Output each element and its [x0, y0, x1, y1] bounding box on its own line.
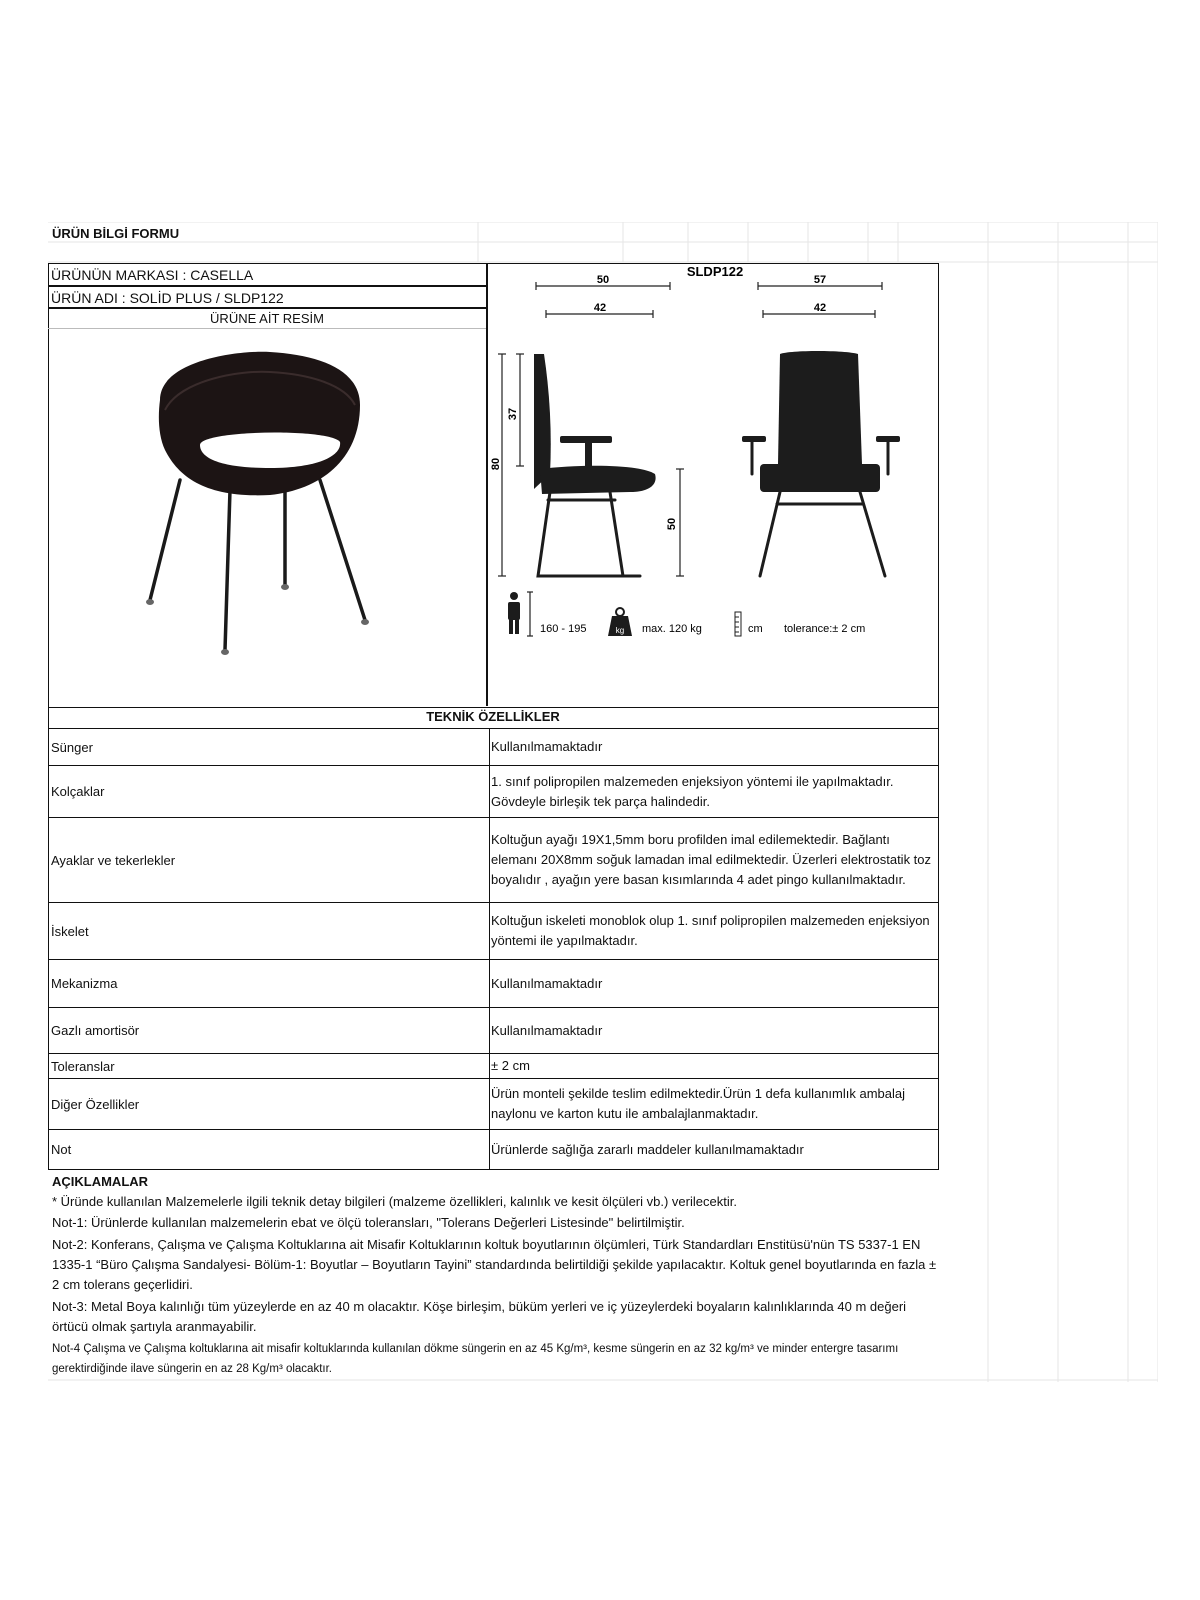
- spec-value: Kullanılmamaktadır: [491, 739, 603, 754]
- product-row-line: [48, 307, 486, 309]
- spec-value: Kullanılmamaktadır: [491, 975, 603, 991]
- spec-label: Ayaklar ve tekerlekler: [48, 818, 490, 902]
- dim-seat-height: 50: [666, 517, 678, 531]
- spec-row-mekanizma: [48, 960, 939, 1008]
- note-1: Not-1: Ürünlerde kullanılan malzemelerin ebat ve ölçü toleransları, "Tolerans Değerleri Listesinde" belirtilmiştir.: [52, 1215, 685, 1230]
- dim-back-height: 37: [507, 407, 519, 421]
- spec-label: Sünger: [48, 729, 490, 765]
- unit-label: cm: [748, 623, 763, 635]
- weight-icon: [608, 608, 632, 636]
- brand-line: ÜRÜNÜN MARKASI : CASELLA: [51, 267, 254, 283]
- max-weight: max. 120 kg: [642, 623, 702, 635]
- dim-width-inner-side: 42: [593, 302, 607, 314]
- dim-total-height: 80: [490, 457, 502, 471]
- dim-width-inner-front: 42: [813, 302, 827, 314]
- spec-label: İskelet: [48, 903, 490, 959]
- spec-row-gazli: [48, 1008, 939, 1054]
- spec-label: Toleranslar: [48, 1054, 490, 1078]
- diagram-model: SLDP122: [686, 264, 744, 279]
- caption-row-line: [48, 328, 486, 329]
- note-2: Not-2: Konferans, Çalışma ve Çalışma Koltuklarına ait Misafir Koltuklarının koltuk boyutlarının ölçümleri, Türk Standardları Enstitüsü'nün TS 5337-1 EN 1335-1 “Büro Çalışma Sandalyesi- Bölüm-1: Boyutlar – Boyutların Tayini” standardında belirtildiği şekilde yapılacaktır. Koltuk genel boyutlarında en fazla ± 2 cm tolerans geçerlidiri.: [52, 1237, 937, 1292]
- spec-value: Kullanılmamaktadır: [491, 1022, 603, 1038]
- product-photo: [120, 350, 420, 670]
- spec-row-diger: [48, 1079, 939, 1130]
- spec-label: Kolçaklar: [48, 766, 490, 817]
- form-title: ÜRÜN BİLGİ FORMU: [52, 226, 180, 241]
- spec-label: Not: [48, 1130, 490, 1169]
- image-caption: ÜRÜNE AİT RESİM: [210, 311, 324, 326]
- header-divider: [486, 263, 488, 706]
- note-3: Not-3: Metal Boya kalınlığı tüm yüzeylerde en az 40 m olacaktır. Köşe birleşim, büküm yerleri ve iç yüzeylerdeki boyaların kalınlıklarında 40 m değeri örtücü olmak şartıyla aranmayabilir.: [52, 1299, 907, 1334]
- brand-row-line: [48, 285, 486, 287]
- kg-badge: kg: [615, 626, 625, 635]
- height-range: 160 - 195: [540, 623, 587, 635]
- specs-title: TEKNİK ÖZELLİKLER: [426, 709, 560, 724]
- spec-value: Ürünlerde sağlığa zararlı maddeler kullanılmamaktadır: [491, 1141, 804, 1157]
- spec-row-sunger: [48, 729, 939, 766]
- spec-value: Koltuğun iskeleti monoblok olup 1. sınıf polipropilen malzemeden enjeksiyon yöntemi ile yapılmaktadır.: [491, 913, 930, 948]
- notes-title: AÇIKLAMALAR: [52, 1174, 149, 1189]
- spec-row-ayaklar: [48, 818, 939, 903]
- dim-width-outer-side: 50: [596, 274, 610, 286]
- spec-label: Diğer Özellikler: [48, 1079, 490, 1129]
- spec-value: Ürün monteli şekilde teslim edilmektedir.Ürün 1 defa kullanımlık ambalaj naylonu ve karton kutu ile ambalajlanmaktadır.: [491, 1086, 906, 1121]
- dim-width-outer-front: 57: [813, 274, 827, 286]
- spec-row-iskelet: [48, 903, 939, 960]
- spec-row-toleranslar: [48, 1054, 939, 1079]
- tolerance-label: tolerance:± 2 cm: [784, 623, 866, 635]
- spec-value: ± 2 cm: [491, 1058, 530, 1073]
- spec-row-kolcaklar: [48, 766, 939, 818]
- dimension-diagram: [490, 264, 936, 684]
- spec-label: Mekanizma: [48, 960, 490, 1007]
- note-star: * Üründe kullanılan Malzemelerle ilgili teknik detay bilgileri (malzeme özellikleri, kalınlık ve kesit ölçüleri vb.) verilecektir.: [52, 1194, 737, 1209]
- ruler-icon: [735, 612, 741, 636]
- product-line: ÜRÜN ADI : SOLİD PLUS / SLDP122: [51, 290, 284, 306]
- spec-label: Gazlı amortisör: [48, 1008, 490, 1053]
- note-4: Not-4 Çalışma ve Çalışma koltuklarına ait misafir koltuklarında kullanılan dökme süngerin en az 45 Kg/m³, kesme süngerin en az 32 kg/m³ ve minder entergre tasarımı gerektirdiğinde ilave süngerin en az 28 Kg/m³ olacaktır.: [52, 1343, 899, 1375]
- spec-value: Koltuğun ayağı 19X1,5mm boru profilden imal edilemektedir. Bağlantı elemanı 20X8mm soğuk lamadan imal edilmektedir. Üzerleri elektrostatik toz boyalıdır , ayağın yere basan kısımlarında 4 adet pingo kullanılmaktadır.: [491, 832, 932, 887]
- spec-value: 1. sınıf polipropilen malzemeden enjeksiyon yöntemi ile yapılmaktadır. Gövdeyle birleşik tek parça halindedir.: [491, 773, 894, 809]
- spec-row-not: [48, 1130, 939, 1170]
